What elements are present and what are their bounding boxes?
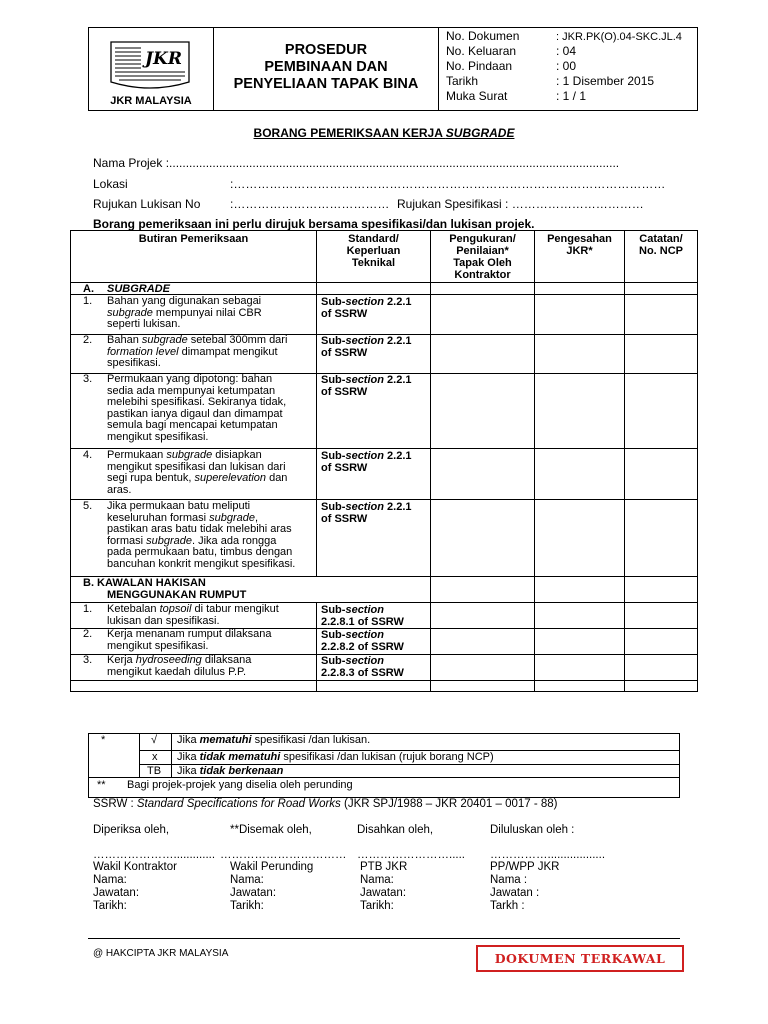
- row-a3-standard: Sub-section 2.2.1 of SSRW: [321, 374, 412, 398]
- tb-symbol: TB: [147, 765, 162, 777]
- footer-divider: [88, 938, 680, 939]
- sig-disemak-heading: **Disemak oleh,: [230, 824, 312, 836]
- row-b3-standard: Sub-section 2.2.8.3 of SSRW: [321, 655, 404, 679]
- sig-perunding-block: Wakil Perunding Nama: Jawatan: Tarikh:: [230, 861, 314, 912]
- sig-diluluskan-heading: Diluluskan oleh :: [490, 824, 575, 836]
- legend-not-comply: Jika tidak mematuhi spesifikasi /dan lukisan (rujuk borang NCP): [177, 751, 494, 763]
- logo-caption: JKR MALAYSIA: [110, 95, 192, 107]
- inspection-table: [70, 230, 698, 692]
- form-title: BORANG PEMERIKSAAN KERJA SUBGRADE: [253, 126, 515, 140]
- legend-star: *: [101, 734, 106, 746]
- row-b1-text: Ketebalan topsoil di tabur mengikut lukisan dan spesifikasi.: [107, 603, 279, 627]
- x-symbol: x: [152, 751, 158, 763]
- legend-not-applicable: Jika tidak berkenaan: [177, 765, 284, 777]
- row-a2-standard: Sub-section 2.2.1 of SSRW: [321, 335, 412, 359]
- sig-disahkan-heading: Disahkan oleh,: [357, 824, 434, 836]
- procedure-title: PROSEDUR PEMBINAAN DAN PENYELIAAN TAPAK BINA: [233, 42, 419, 92]
- section-a-letter: A.: [83, 283, 94, 295]
- row-a2-text: Bahan subgrade setebal 300mm dari formation level dimampat mengikut spesifikasi.: [107, 334, 288, 370]
- row-b1-number: 1.: [83, 603, 93, 615]
- row-a4-text: Permukaan subgrade disiapkan mengikut spesifikasi dan lukisan dari segi rupa bentuk, superelevation dan aras.: [107, 449, 288, 496]
- meta-tarikh: Tarikh : 1 Disember 2015: [446, 74, 655, 88]
- sig-perunding-line[interactable]: ……………………………: [220, 849, 347, 861]
- sig-kontraktor-line[interactable]: ………………….............: [93, 849, 216, 861]
- section-b-title: B. KAWALAN HAKISAN MENGGUNAKAN RUMPUT: [83, 577, 247, 601]
- form-note: Borang pemeriksaan ini perlu dirujuk bersama spesifikasi/dan lukisan projek.: [93, 217, 535, 231]
- svg-text:JKR: JKR: [145, 49, 182, 69]
- meta-no-pindaan: No. Pindaan : 00: [446, 59, 577, 73]
- legend-double-star: **: [97, 779, 106, 791]
- row-b2-standard: Sub-section 2.2.8.2 of SSRW: [321, 629, 404, 653]
- row-b1-standard: Sub-section 2.2.8.1 of SSRW: [321, 604, 404, 628]
- rujukan-lukisan-field[interactable]: :…………………………………: [230, 197, 390, 211]
- sig-ptb-line[interactable]: …………………….....: [357, 849, 465, 861]
- meta-muka-surat: Muka Surat : 1 / 1: [446, 89, 587, 103]
- row-a5-standard: Sub-section 2.2.1 of SSRW: [321, 501, 412, 525]
- row-a5-text: Jika permukaan batu meliputi keseluruhan formasi subgrade, pastikan aras batu tidak melebihi aras formasi subgrade. Jika ada rongga pada permukaan batu, timbus dengan bancuhan konkrit mengikut spesifikasi.: [107, 500, 296, 570]
- sig-diperiksa-heading: Diperiksa oleh,: [93, 824, 170, 836]
- section-a-title: SUBGRADE: [107, 283, 170, 295]
- ssrw-note: SSRW : Standard Specifications for Road Works (JKR SPJ/1988 – JKR 20401 – 0017 - 88): [93, 798, 558, 810]
- row-a4-standard: Sub-section 2.2.1 of SSRW: [321, 450, 412, 474]
- row-a2-number: 2.: [83, 334, 93, 346]
- check-symbol: √: [151, 734, 158, 746]
- jkr-logo: [101, 38, 199, 96]
- meta-no-dokumen: No. Dokumen : JKR.PK(O).04-SKC.JL.4: [446, 29, 682, 43]
- row-b2-number: 2.: [83, 628, 93, 640]
- lokasi-field[interactable]: :………………………………………………………………………………………………: [230, 177, 666, 191]
- row-a5-number: 5.: [83, 500, 93, 512]
- sig-ppwpp-line[interactable]: ……………..................: [490, 849, 606, 861]
- rujukan-lukisan-label: Rujukan Lukisan No: [93, 197, 201, 211]
- sig-kontraktor-block: Wakil Kontraktor Nama: Jawatan: Tarikh:: [93, 861, 177, 912]
- col-pengesahan-header: Pengesahan JKR*: [547, 233, 612, 257]
- col-catatan-header: Catatan/ No. NCP: [639, 233, 683, 257]
- row-b3-number: 3.: [83, 654, 93, 666]
- col-standard-header: Standard/ Keperluan Teknikal: [346, 233, 401, 269]
- legend-comply: Jika mematuhi spesifikasi /dan lukisan.: [177, 734, 371, 746]
- row-a1-standard: Sub-section 2.2.1 of SSRW: [321, 296, 412, 320]
- lokasi-label: Lokasi: [93, 177, 128, 191]
- row-a4-number: 4.: [83, 449, 93, 461]
- row-b2-text: Kerja menanam rumput dilaksana mengikut spesifikasi.: [107, 628, 272, 652]
- meta-no-keluaran: No. Keluaran : 04: [446, 44, 577, 58]
- row-a1-text: Bahan yang digunakan sebagai subgrade mempunyai nilai CBR seperti lukisan.: [107, 295, 262, 331]
- sig-ppwpp-block: PP/WPP JKR Nama : Jawatan : Tarkh :: [490, 861, 560, 912]
- controlled-document-stamp: DOKUMEN TERKAWAL: [476, 945, 684, 972]
- document-header: [88, 27, 698, 111]
- sig-ptb-block: PTB JKR Nama: Jawatan: Tarikh:: [360, 861, 408, 912]
- rujukan-spesifikasi-field[interactable]: Rujukan Spesifikasi : ……………………………: [397, 197, 644, 211]
- col-butiran-header: Butiran Pemeriksaan: [138, 233, 249, 245]
- row-b3-text: Kerja hydroseeding dilaksana mengikut kaedah dilulus P.P.: [107, 654, 252, 678]
- row-a3-text: Permukaan yang dipotong: bahan sedia ada mempunyai ketumpatan melebihi spesifikasi. Sekiranya tidak, pastikan ianya digaul dan dimampat semula bagi mencapai ketumpatan mengikut spesifikasi.: [107, 373, 287, 443]
- legend-consultant-note: Bagi projek-projek yang diselia oleh perunding: [127, 779, 353, 791]
- copyright-text: @ HAKCIPTA JKR MALAYSIA: [93, 948, 229, 959]
- row-a3-number: 3.: [83, 373, 93, 385]
- row-a1-number: 1.: [83, 295, 93, 307]
- legend-box: [88, 733, 680, 798]
- nama-projek-field[interactable]: Nama Projek :.......................................................................................................................................: [93, 156, 620, 170]
- col-pengukuran-header: Pengukuran/ Penilaian* Tapak Oleh Kontraktor: [449, 233, 516, 281]
